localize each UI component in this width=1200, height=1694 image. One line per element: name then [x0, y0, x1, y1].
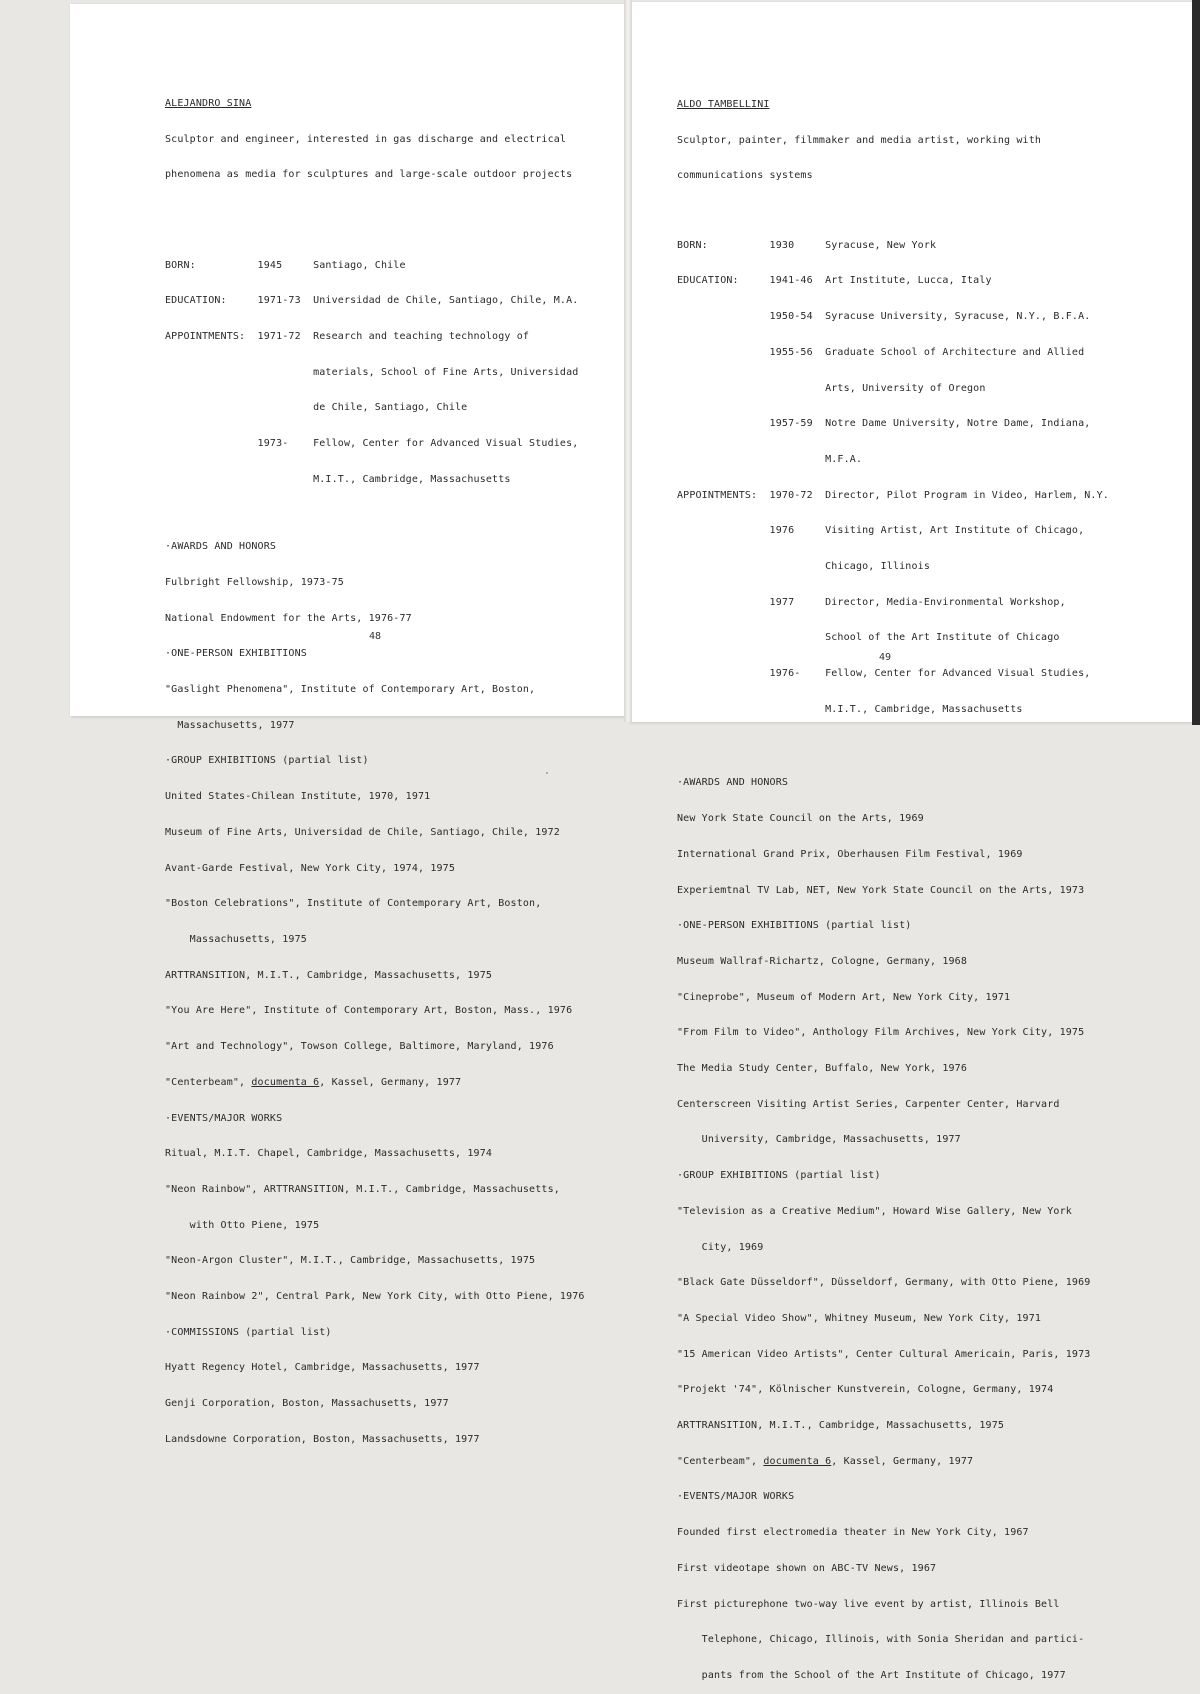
book-gutter [624, 0, 632, 722]
entry-line: The Media Study Center, Buffalo, New York, 1976 [677, 1063, 968, 1075]
entry-line: Massachusetts, 1977 [165, 719, 295, 731]
entry-line: Experiemtnal TV Lab, NET, New York State Council on the Arts, 1973 [677, 884, 1085, 896]
entry-line: First videotape shown on ABC-TV News, 1967 [677, 1562, 937, 1574]
entry-line: "A Special Video Show", Whitney Museum, New York City, 1971 [677, 1312, 1042, 1324]
bio-line: APPOINTMENTS: 1970-72 Director, Pilot Program in Video, Harlem, N.Y. [677, 489, 1109, 501]
bio-line: EDUCATION: 1971-73 Universidad de Chile, Santiago, Chile, M.A. [165, 295, 579, 307]
entry-line: ·GROUP EXHIBITIONS (partial list) [165, 755, 369, 767]
bio-line: Arts, University of Oregon [677, 382, 986, 394]
bio-line: 1955-56 Graduate School of Architecture and Allied [677, 346, 1085, 358]
left-column [165, 74, 585, 1458]
bio-line: Chicago, Illinois [677, 561, 930, 573]
bio-line: 1977 Director, Media-Environmental Workshop, [677, 596, 1066, 608]
entry-line: University, Cambridge, Massachusetts, 1977 [677, 1134, 961, 1146]
entry-line: ·EVENTS/MAJOR WORKS [677, 1491, 795, 1503]
bio-line: 1950-54 Syracuse University, Syracuse, N.Y., B.F.A. [677, 311, 1091, 323]
entry-line: "Gaslight Phenomena", Institute of Contemporary Art, Boston, [165, 684, 536, 696]
entry-line: ARTTRANSITION, M.I.T., Cambridge, Massachusetts, 1975 [677, 1420, 1005, 1432]
bio-line: BORN: 1945 Santiago, Chile [165, 259, 406, 271]
centerbeam-line: "Centerbeam", documenta 6, Kassel, Germany, 1977 [165, 1076, 462, 1088]
bio-line: M.I.T., Cambridge, Massachusetts [165, 473, 511, 485]
entry-line: "Cineprobe", Museum of Modern Art, New York City, 1971 [677, 991, 1011, 1003]
entry-line: Ritual, M.I.T. Chapel, Cambridge, Massachusetts, 1974 [165, 1148, 493, 1160]
bio-line: 1976- Fellow, Center for Advanced Visual Studies, [677, 668, 1091, 680]
entry-line: Genji Corporation, Boston, Massachusetts, 1977 [165, 1398, 449, 1410]
bio-line: 1973- Fellow, Center for Advanced Visual Studies, [165, 438, 579, 450]
entry-line: "Television as a Creative Medium", Howard Wise Gallery, New York [677, 1205, 1072, 1217]
documenta-title: documenta 6 [763, 1455, 832, 1467]
bio-line: 1976 Visiting Artist, Art Institute of Chicago, [677, 525, 1085, 537]
entry-line: "Neon Rainbow 2", Central Park, New York City, with Otto Piene, 1976 [165, 1291, 585, 1303]
description-line: phenomena as media for sculptures and large-scale outdoor projects [165, 169, 573, 181]
entry-line: ·ONE-PERSON EXHIBITIONS (partial list) [677, 920, 912, 932]
scan-edge [1192, 0, 1200, 725]
page-number: 49 [879, 652, 892, 663]
entry-line: ·GROUP EXHIBITIONS (partial list) [677, 1170, 881, 1182]
bio-line: de Chile, Santiago, Chile [165, 402, 468, 414]
bio-line: School of the Art Institute of Chicago [677, 632, 1060, 644]
entry-line: Telephone, Chicago, Illinois, with Sonia Sheridan and partici- [677, 1634, 1085, 1646]
bio-line: materials, School of Fine Arts, Universidad [165, 366, 579, 378]
artist-name: ALEJANDRO SINA [165, 97, 252, 109]
artist-name: ALDO TAMBELLINI [677, 98, 770, 110]
entry-line: National Endowment for the Arts, 1976-77 [165, 612, 412, 624]
entry-line: "From Film to Video", Anthology Film Archives, New York City, 1975 [677, 1027, 1085, 1039]
entry-line: "15 American Video Artists", Center Cultural Americain, Paris, 1973 [677, 1348, 1091, 1360]
entry-line: Hyatt Regency Hotel, Cambridge, Massachusetts, 1977 [165, 1362, 480, 1374]
entry-line: "Black Gate Düsseldorf", Düsseldorf, Germany, with Otto Piene, 1969 [677, 1277, 1091, 1289]
bio-line: EDUCATION: 1941-46 Art Institute, Lucca, Italy [677, 275, 992, 287]
entry-line: with Otto Piene, 1975 [165, 1219, 320, 1231]
centerbeam-line: "Centerbeam", documenta 6, Kassel, Germany, 1977 [677, 1455, 974, 1467]
entry-line: Landsdowne Corporation, Boston, Massachusetts, 1977 [165, 1433, 480, 1445]
entry-line: "Projekt '74", Kölnischer Kunstverein, Cologne, Germany, 1974 [677, 1384, 1054, 1396]
description-line: Sculptor, painter, filmmaker and media artist, working with [677, 134, 1042, 146]
entry-line: ARTTRANSITION, M.I.T., Cambridge, Massachusetts, 1975 [165, 969, 493, 981]
bio-line: M.I.T., Cambridge, Massachusetts [677, 703, 1023, 715]
entry-line: ·COMMISSIONS (partial list) [165, 1326, 332, 1338]
entry-line: ·AWARDS AND HONORS [677, 777, 789, 789]
entry-line: "You Are Here", Institute of Contemporary Art, Boston, Mass., 1976 [165, 1005, 573, 1017]
entry-line: United States-Chilean Institute, 1970, 1971 [165, 791, 431, 803]
entry-line: "Boston Celebrations", Institute of Contemporary Art, Boston, [165, 898, 542, 910]
right-column [677, 75, 1109, 1694]
entry-line: ·AWARDS AND HONORS [165, 541, 277, 553]
bio-line: 1957-59 Notre Dame University, Notre Dame, Indiana, [677, 418, 1091, 430]
entry-line: City, 1969 [677, 1241, 764, 1253]
description-line: communications systems [677, 170, 813, 182]
entry-line: Museum of Fine Arts, Universidad de Chile, Santiago, Chile, 1972 [165, 826, 560, 838]
entry-line: ·ONE-PERSON EXHIBITIONS [165, 648, 307, 660]
entry-line: Centerscreen Visiting Artist Series, Carpenter Center, Harvard [677, 1098, 1060, 1110]
description-line: Sculptor and engineer, interested in gas discharge and electrical [165, 133, 567, 145]
entry-line: Avant-Garde Festival, New York City, 1974, 1975 [165, 862, 456, 874]
entry-line: New York State Council on the Arts, 1969 [677, 813, 924, 825]
entry-line: ·EVENTS/MAJOR WORKS [165, 1112, 283, 1124]
entry-line: First picturephone two-way live event by artist, Illinois Bell [677, 1598, 1060, 1610]
entry-line: pants from the School of the Art Institute of Chicago, 1977 [677, 1669, 1066, 1681]
entry-line: Massachusetts, 1975 [165, 933, 307, 945]
entry-line: Museum Wallraf-Richartz, Cologne, Germany, 1968 [677, 955, 968, 967]
entry-line: "Neon-Argon Cluster", M.I.T., Cambridge, Massachusetts, 1975 [165, 1255, 536, 1267]
entry-line: Founded first electromedia theater in New York City, 1967 [677, 1527, 1029, 1539]
entry-line: International Grand Prix, Oberhausen Film Festival, 1969 [677, 848, 1023, 860]
entry-line: Fulbright Fellowship, 1973-75 [165, 576, 344, 588]
bio-line: APPOINTMENTS: 1971-72 Research and teaching technology of [165, 330, 530, 342]
entry-line: "Art and Technology", Towson College, Baltimore, Maryland, 1976 [165, 1041, 554, 1053]
entry-line: "Neon Rainbow", ARTTRANSITION, M.I.T., Cambridge, Massachusetts, [165, 1183, 560, 1195]
bio-line: M.F.A. [677, 453, 863, 465]
bio-line: BORN: 1930 Syracuse, New York [677, 239, 937, 251]
page-number: 48 [369, 631, 382, 642]
documenta-title: documenta 6 [251, 1076, 320, 1088]
